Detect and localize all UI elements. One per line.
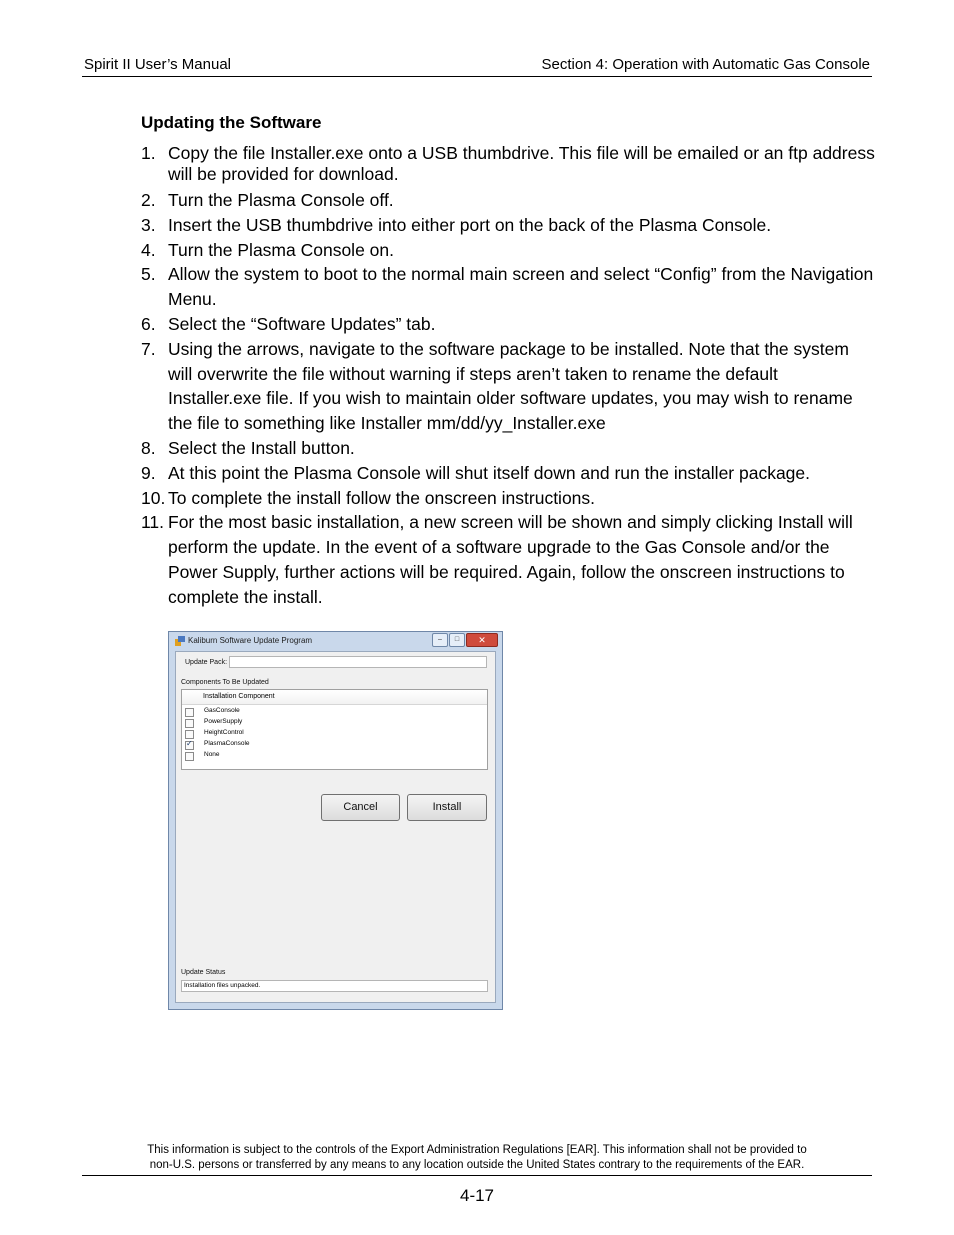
header-rule bbox=[82, 76, 872, 77]
step-number: 8. bbox=[141, 437, 156, 458]
update-status-label: Update Status bbox=[181, 969, 226, 976]
step-item bbox=[141, 436, 876, 461]
checkbox[interactable] bbox=[185, 708, 194, 717]
page-number: 4-17 bbox=[459, 1186, 495, 1205]
component-name: None bbox=[204, 751, 220, 758]
step-item bbox=[141, 143, 876, 185]
step-item bbox=[141, 312, 876, 337]
component-name: GasConsole bbox=[204, 707, 240, 714]
minimize-icon[interactable]: – bbox=[432, 633, 448, 647]
step-item bbox=[141, 262, 876, 312]
notice-line-2: non-U.S. persons or transferred by any means to any location outside the United States contrary to the requirements of the EAR. bbox=[149, 1159, 805, 1171]
application-icon bbox=[175, 636, 185, 646]
window-title-bar[interactable] bbox=[169, 632, 502, 651]
step-number: 6. bbox=[141, 313, 156, 334]
update-pack-input[interactable] bbox=[229, 656, 487, 668]
step-item bbox=[141, 213, 876, 238]
close-icon[interactable]: ✕ bbox=[466, 633, 498, 647]
running-header-section: Section 4: Operation with Automatic Gas Console bbox=[541, 56, 870, 73]
checkbox[interactable] bbox=[185, 719, 194, 728]
step-number: 3. bbox=[141, 214, 156, 235]
step-number: 10. bbox=[141, 487, 166, 508]
step-number: 7. bbox=[141, 338, 156, 359]
step-number: 5. bbox=[141, 264, 156, 285]
cancel-button[interactable]: Cancel bbox=[321, 794, 400, 821]
update-status-field bbox=[181, 980, 488, 992]
list-column-header-label: Installation Component bbox=[203, 693, 275, 700]
step-text: Select the “Software Updates” tab. bbox=[168, 313, 436, 334]
checkbox[interactable] bbox=[185, 752, 194, 761]
step-text: At this point the Plasma Console will shut itself down and run the installer package. bbox=[168, 462, 811, 483]
step-text: Turn the Plasma Console off. bbox=[168, 190, 394, 210]
step-text: To complete the install follow the onscreen instructions. bbox=[168, 487, 596, 508]
step-item bbox=[141, 486, 876, 511]
footer-rule bbox=[82, 1175, 872, 1176]
component-name: PowerSupply bbox=[204, 718, 243, 725]
step-text: Select the Install button. bbox=[168, 437, 355, 458]
components-label: Components To Be Updated bbox=[181, 679, 269, 686]
step-text: Insert the USB thumbdrive into either port on the back of the Plasma Console. bbox=[168, 214, 772, 235]
step-text: Turn the Plasma Console on. bbox=[168, 239, 394, 260]
checkbox[interactable] bbox=[185, 730, 194, 739]
components-list[interactable] bbox=[181, 689, 488, 770]
export-control-notice bbox=[90, 1143, 864, 1173]
install-button[interactable]: Install bbox=[407, 794, 487, 821]
step-item bbox=[141, 461, 876, 486]
component-name: HeightControl bbox=[204, 729, 244, 736]
step-number: 2. bbox=[141, 190, 156, 210]
update-pack-label: Update Pack: bbox=[185, 659, 228, 666]
step-text: Allow the system to boot to the normal main screen and select “Config” from the Navigation Menu. bbox=[168, 264, 874, 310]
update-program-window bbox=[168, 631, 503, 1010]
step-number: 9. bbox=[141, 462, 156, 483]
step-number: 1. bbox=[141, 143, 156, 163]
window-client-area bbox=[175, 651, 496, 1003]
notice-line-1: This information is subject to the controls of the Export Administration Regulations [EAR]. This information shall not be provided to bbox=[147, 1144, 807, 1156]
component-name: PlasmaConsole bbox=[204, 740, 250, 747]
checkbox-checked[interactable] bbox=[185, 741, 194, 750]
step-item bbox=[141, 510, 876, 609]
update-status-text: Installation files unpacked. bbox=[184, 982, 261, 989]
step-text: For the most basic installation, a new screen will be shown and simply clicking Install will perform the update. In the event of a software upgrade to the Gas Console and/or the Power Supply, further actions will be required. Again, follow the onscreen instructions to complete the install. bbox=[168, 512, 853, 607]
running-header-title: Spirit II User’s Manual bbox=[84, 56, 231, 73]
step-text: Using the arrows, navigate to the software package to be installed. Note that the system will overwrite the file without warning if steps aren’t taken to rename the default Installer.exe file. If you wish to maintain older software updates, you may wish to rename the file to something like Installer mm/dd/yy_Installer.exe bbox=[168, 338, 853, 434]
step-text: Copy the file Installer.exe onto a USB thumbdrive. This file will be emailed or an ftp address will be provided for download. bbox=[168, 143, 875, 184]
list-column-header[interactable] bbox=[182, 690, 487, 705]
step-item bbox=[141, 188, 876, 213]
step-item bbox=[141, 337, 876, 436]
window-title: Kaliburn Software Update Program bbox=[188, 636, 313, 645]
step-number: 11. bbox=[141, 512, 165, 533]
section-title: Updating the Software bbox=[141, 113, 322, 132]
step-item bbox=[141, 238, 876, 263]
step-number: 4. bbox=[141, 239, 156, 260]
steps-list bbox=[141, 143, 876, 610]
maximize-icon[interactable]: □ bbox=[449, 633, 465, 647]
